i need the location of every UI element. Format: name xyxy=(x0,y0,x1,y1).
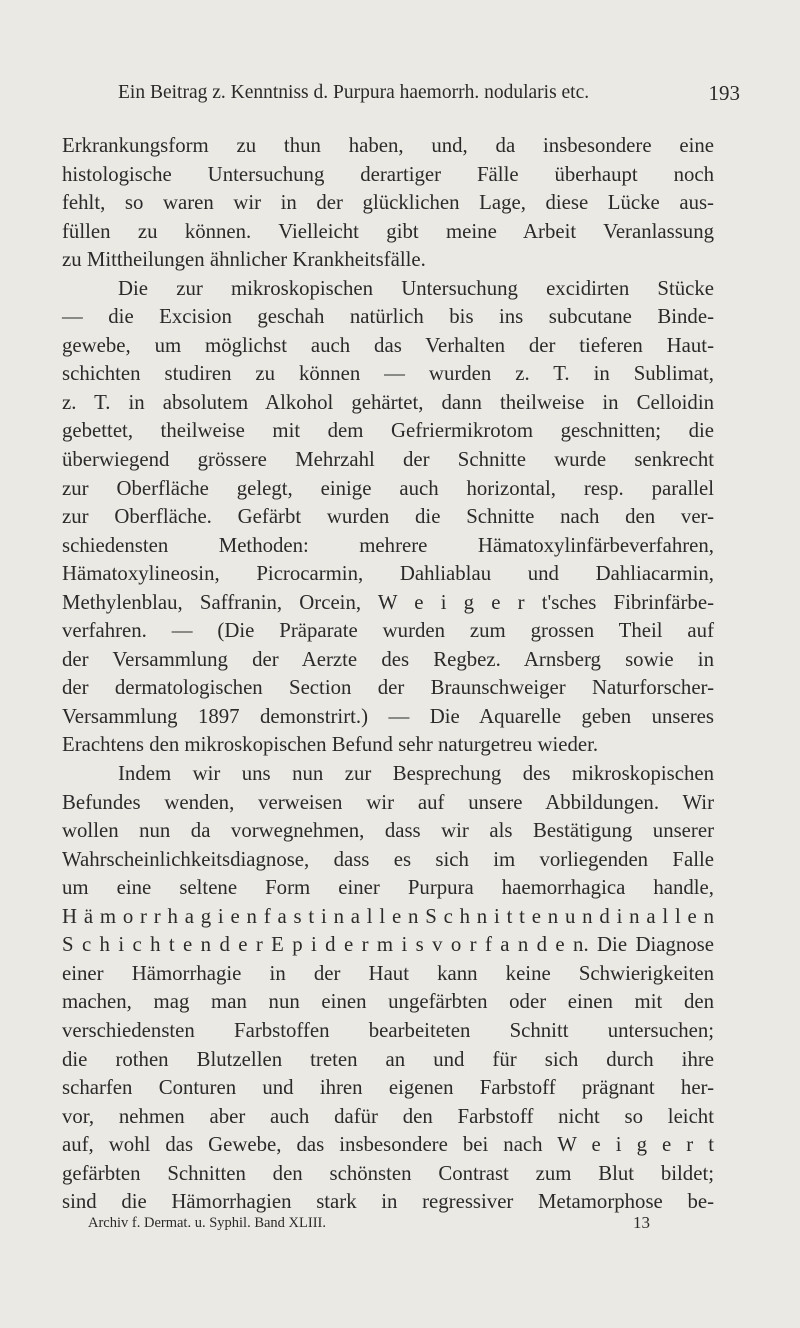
text-line: der Versammlung der Aerzte des Regbez. Arnsberg sowie in xyxy=(62,647,714,671)
text-line: füllen zu können. Vielleicht gibt meine Arbeit Veranlassung xyxy=(62,219,714,243)
text-line: der dermatologischen Section der Braunschweiger Naturforscher- xyxy=(62,676,714,700)
body-text xyxy=(62,132,714,1217)
journal-signature: Archiv f. Dermat. u. Syphil. Band XLIII. xyxy=(88,1215,326,1231)
text-line: Befundes wenden, verweisen wir auf unsere Abbildungen. Wir xyxy=(62,790,714,814)
text-line: auf, wohl das Gewebe, das insbesondere bei nach W e i g e r t xyxy=(62,1133,714,1157)
text-line: vor, nehmen aber auch dafür den Farbstoff nicht so leicht xyxy=(62,1104,714,1128)
text-line: machen, mag man nun einen ungefärbten oder einen mit den xyxy=(62,990,714,1014)
text-line: z. T. in absolutem Alkohol gehärtet, dann theilweise in Celloidin xyxy=(62,390,714,414)
text-line: histologische Untersuchung derartiger Fälle überhaupt noch xyxy=(62,162,714,186)
text-line: Versammlung 1897 demonstrirt.) — Die Aquarelle geben unseres xyxy=(62,704,714,728)
text-line: gewebe, um möglichst auch das Verhalten der tieferen Haut- xyxy=(62,333,714,357)
text-line: Wahrscheinlichkeitsdiagnose, dass es sich im vorliegenden Falle xyxy=(62,847,714,871)
text-line: H ä m o r r h a g i e n f a s t i n a l l e n S c h n i t t e n u n d i n a l l e n xyxy=(62,904,714,928)
text-line: Erkrankungsform zu thun haben, und, da insbesondere eine xyxy=(62,134,714,157)
text-line: S c h i c h t e n d e r E p i d e r m i s v o r f a n d e n. Die Diagnose xyxy=(62,933,714,957)
text-line: schiedensten Methoden: mehrere Hämatoxylinfärbeverfahren, xyxy=(62,533,714,557)
text-line: verschiedensten Farbstoffen bearbeiteten Schnitt untersuchen; xyxy=(62,1018,714,1042)
text-line: gefärbten Schnitten den schönsten Contrast zum Blut bildet; xyxy=(62,1161,714,1185)
text-line: die rothen Blutzellen treten an und für sich durch ihre xyxy=(62,1047,714,1071)
sheet-number: 13 xyxy=(633,1213,650,1232)
text-line: zu Mittheilungen ähnlicher Krankheitsfälle. xyxy=(62,248,426,272)
text-line: Erachtens den mikroskopischen Befund sehr naturgetreu wieder. xyxy=(62,733,599,757)
text-line: um eine seltene Form einer Purpura haemorrhagica handle, xyxy=(62,876,714,900)
text-line: Die zur mikroskopischen Untersuchung excidirten Stücke xyxy=(118,276,714,300)
text-line: verfahren. — (Die Präparate wurden zum grossen Theil auf xyxy=(62,619,714,643)
text-line: Indem wir uns nun zur Besprechung des mikroskopischen xyxy=(118,762,714,786)
text-line: einer Hämorrhagie in der Haut kann keine Schwierigkeiten xyxy=(62,961,714,985)
page-number: 193 xyxy=(708,81,740,105)
text-line: — die Excision geschah natürlich bis ins subcutane Binde- xyxy=(62,305,714,329)
text-line: sind die Hämorrhagien stark in regressiver Metamorphose be- xyxy=(62,1190,714,1214)
text-line: wollen nun da vorwegnehmen, dass wir als Bestätigung unserer xyxy=(62,819,714,843)
running-title: Ein Beitrag z. Kenntniss d. Purpura haemorrh. nodularis etc. xyxy=(118,82,590,103)
text-line: Methylenblau, Saffranin, Orcein, W e i g e r t'sches Fibrinfärbe- xyxy=(62,590,714,614)
text-line: gebettet, theilweise mit dem Gefriermikrotom geschnitten; die xyxy=(62,419,714,443)
text-line: zur Oberfläche gelegt, einige auch horizontal, resp. parallel xyxy=(62,476,714,500)
text-line: Hämatoxylineosin, Picrocarmin, Dahliablau und Dahliacarmin, xyxy=(62,562,714,586)
text-line: fehlt, so waren wir in der glücklichen Lage, diese Lücke aus- xyxy=(62,191,714,215)
text-line: scharfen Conturen und ihren eigenen Farbstoff prägnant her- xyxy=(62,1076,714,1100)
page-footer xyxy=(88,1212,650,1234)
text-line: überwiegend grössere Mehrzahl der Schnitte wurde senkrecht xyxy=(62,448,714,472)
text-line: schichten studiren zu können — wurden z. T. in Sublimat, xyxy=(62,362,714,386)
text-line: zur Oberfläche. Gefärbt wurden die Schnitte nach den ver- xyxy=(62,505,714,529)
